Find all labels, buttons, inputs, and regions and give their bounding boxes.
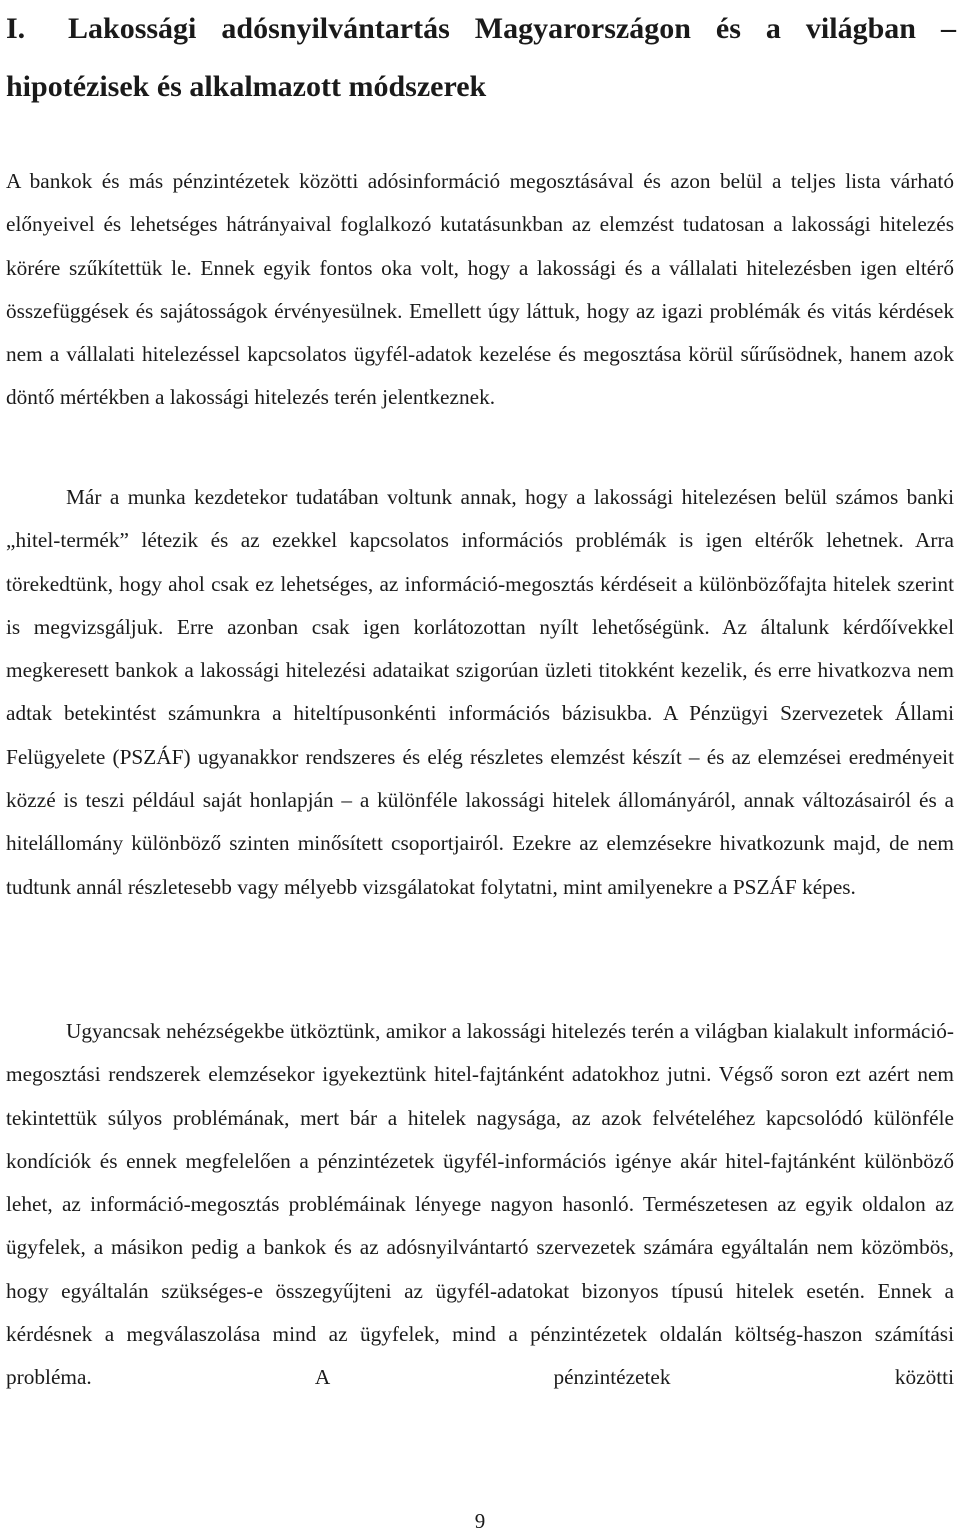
body-paragraph-1: A bankok és más pénzintézetek közötti adósinformáció megosztásával és azon belül a teljes lista várható előnyeivel és lehetséges hátrányaival foglalkozó kutatásunkban az elemzést tudatosan a lakossági hitelezés körére szűkítettük le. Ennek egyik fontos oka volt, hogy a lakossági és a vállalati hitelezésben igen eltérő összefüggések és sajátosságok érvényesülnek. Emellett úgy láttuk, hogy az igazi problémák és vitás kérdések nem a vállalati hitelezéssel kapcsolatos ügyfél-adatok kezelése és megosztása körül sűrűsödnek, hanem azok döntő mértékben a lakossági hitelezés terén jelentkeznek. bbox=[6, 169, 954, 410]
body-paragraph-2: Már a munka kezdetekor tudatában voltunk annak, hogy a lakossági hitelezésen belül számos banki „hitel-termék” létezik és az ezekkel kapcsolatos információs problémák is igen eltérők lehetnek. Arra törekedtünk, hogy ahol csak ez lehetséges, az információ-megosztás kérdéseit a különbözőfajta hitelek szerint is megvizsgáljuk. Erre azonban csak igen korlátozottan nyílt lehetőségünk. Az általunk kérdőívekkel megkeresett bankok a lakossági hitelezési adataikat szigorúan üzleti titokként kezelik, és erre hivatkozva nem adtak betekintést számunkra a hiteltípusonkénti információs bázisukba. A Pénzügyi Szervezetek Állami Felügyelete (PSZÁF) ugyanakkor rendszeres és elég részletes elemzést készít – és az elemzései eredményeit közzé is teszi például saját honlapján – a különféle lakossági hitelek állományáról, annak változásairól és a hitelállomány különböző szinten minősített csoportjairól. Ezekre az elemzésekre hivatkozunk majd, de nem tudtunk annál részletesebb vagy mélyebb vizsgálatokat folytatni, mint amilyenekre a PSZÁF képes. bbox=[6, 485, 954, 899]
body-paragraph-3: Ugyancsak nehézségekbe ütköztünk, amikor a lakossági hitelezés terén a világban kialakult információ-megosztási rendszerek elemzésekor igyekeztünk hitel-fajtánként adatokhoz jutni. Végső soron ezt azért nem tekintettük súlyos problémának, mert bár a hitelek nagysága, az azok felvételéhez kapcsolódó különféle kondíciók és ennek megfelelően a pénzintézetek ügyfél-információs igénye akár hitel-fajtánként különböző lehet, az információ-megosztás problémáinak lényege nagyon hasonló. Természetesen az egyik oldalon az ügyfelek, a másikon pedig a bankok és az adósnyilvántartó szervezetek számára egyáltalán nem közömbös, hogy egyáltalán szükséges-e összegyűjteni az ügyfél-adatokat bizonyos típusú hitelek esetén. Ennek a kérdésnek a megválaszolása mind az ügyfelek, mind a pénzintézetek oldalán költség-haszon számítási probléma. A pénzintézetek közötti bbox=[6, 1019, 954, 1390]
chapter-heading bbox=[6, 0, 956, 116]
page-number: 9 bbox=[474, 1509, 486, 1533]
chapter-number: I. bbox=[6, 12, 26, 45]
chapter-title: Lakossági adósnyilvántartás Magyarországon és a világban – hipotézisek és alkalmazott módszerek bbox=[6, 12, 956, 103]
